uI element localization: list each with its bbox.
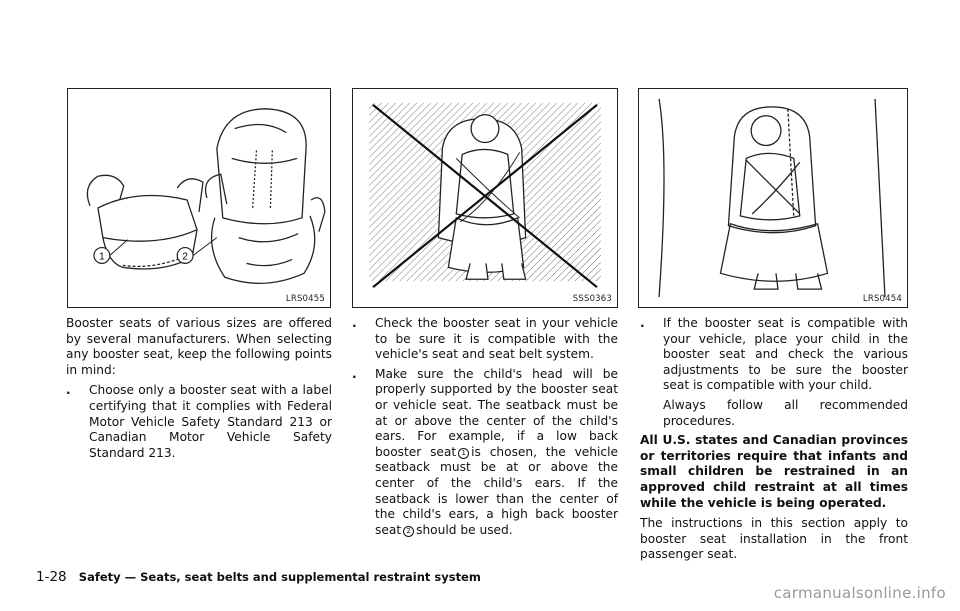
figure-code: SSS0363 <box>572 294 612 304</box>
bullet-text-b: is chosen, the vehicle seatback must be at or above the center of the child's ears. If the seatback is lower than the center of the child's ears, a high back booster seat <box>375 444 618 537</box>
text-column-2 <box>352 316 618 542</box>
bullet-mark: . <box>352 316 357 330</box>
callout-label-2: 2 <box>182 251 188 263</box>
incorrect-use-illustration <box>353 89 617 307</box>
figure-code: LRS0455 <box>285 294 325 304</box>
bullet-text-a: Make sure the child's head will be properly supported by the booster seat or vehicle seat. The seatback must be at or above the center of the child's ears. For example, if a low back booster seat <box>375 366 618 459</box>
bullet-mark: . <box>352 366 357 381</box>
figure-booster-seats <box>67 88 331 308</box>
callout-ref-1: 1 <box>458 448 469 459</box>
bullet-item <box>66 383 332 461</box>
bullet-note: Always follow all recommended procedures. <box>663 397 908 428</box>
correct-use-illustration <box>639 89 907 307</box>
bullet-text: If the booster seat is compatible with your vehicle, place your child in the booster seat and check the various adjustments to be sure the booster seat is compatible with your child. <box>663 316 908 393</box>
intro-paragraph: Booster seats of various sizes are offered by several manufacturers. When selecting any booster seat, keep the following points in mind: <box>66 316 332 377</box>
bullet-mark: . <box>66 383 71 398</box>
bullet-item <box>640 316 908 429</box>
page-footer <box>36 569 481 585</box>
page-number: 1-28 <box>36 569 67 585</box>
bullet-item <box>352 367 618 539</box>
text-column-3 <box>640 316 908 568</box>
figure-code: LRS0454 <box>862 294 902 304</box>
figure-correct-use <box>638 88 908 308</box>
bullet-mark: . <box>640 316 645 330</box>
callout-label-1: 1 <box>99 251 105 263</box>
section-title: Safety — Seats, seat belts and supplemental restraint system <box>78 570 481 584</box>
bullet-text: Choose only a booster seat with a label certifying that it complies with Federal Motor Vehicle Safety Standard 213 or Canadian Motor Vehicle Safety Standard 213. <box>89 383 332 460</box>
bullet-text: Check the booster seat in your vehicle to be sure it is compatible with the vehicle's seat and seat belt system. <box>375 316 618 362</box>
bullet-text-c: should be used. <box>416 522 513 537</box>
callout-ref-2: 2 <box>403 526 414 537</box>
instructions-paragraph: The instructions in this section apply to booster seat installation in the front passenger seat. <box>640 516 908 562</box>
figure-incorrect-use <box>352 88 618 308</box>
bullet-item <box>352 316 618 363</box>
watermark: carmanualsonline.info <box>773 584 946 602</box>
text-column-1 <box>66 316 332 465</box>
booster-seats-illustration <box>68 89 330 307</box>
requirement-paragraph: All U.S. states and Canadian provinces or territories require that infants and small children be restrained in an approved child restraint at all times while the vehicle is being operated. <box>640 433 908 510</box>
